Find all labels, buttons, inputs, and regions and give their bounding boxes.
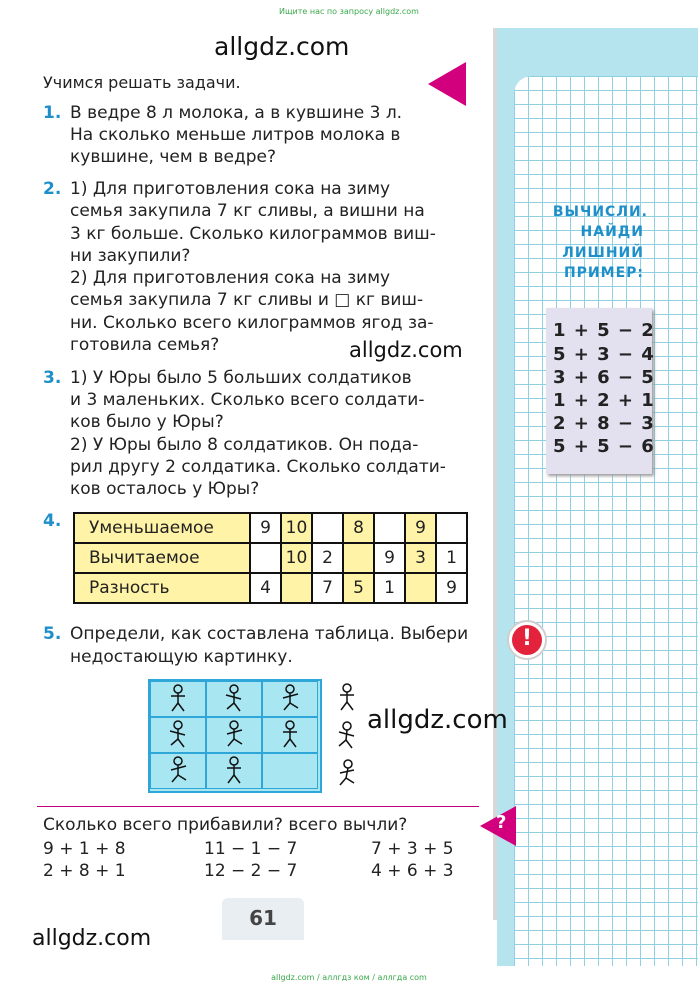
side-title: ВЫЧИСЛИ.: [552, 204, 648, 220]
table-cell: 10: [281, 513, 312, 543]
expression: 7 + 3 + 5: [371, 839, 454, 859]
table-cell: 4: [250, 573, 281, 603]
question-icon-glyph: ?: [496, 812, 507, 833]
answer-options: [336, 682, 358, 792]
task-text: семья закупила 7 кг сливы и □ кг виш-: [70, 290, 424, 310]
figure-cell: [206, 681, 262, 717]
stick-figure-icon: [222, 719, 246, 751]
table-cell: 8: [343, 513, 374, 543]
page-edge: [493, 28, 497, 920]
stick-figure-icon: [222, 683, 246, 715]
table-cell: [312, 513, 343, 543]
expression: 4 + 6 + 3: [371, 861, 454, 881]
example: 3 + 6 − 5: [553, 367, 655, 388]
table-cell: 7: [312, 573, 343, 603]
side-title: НАЙДИ: [580, 224, 644, 240]
table-cell: 1: [374, 573, 405, 603]
table-row: [74, 513, 467, 543]
section-title: Учимся решать задачи.: [43, 73, 241, 92]
table-row: [74, 573, 467, 603]
figure-cell: [206, 753, 262, 789]
task-text: 3 кг больше. Сколько килограммов виш-: [70, 224, 436, 244]
task-text: На сколько меньше литров молока в: [70, 125, 401, 145]
stick-figure-option-icon[interactable]: [340, 760, 354, 785]
watermark: allgdz.com: [349, 338, 463, 362]
table-cell: [343, 543, 374, 573]
example: 1 + 5 − 2: [553, 320, 655, 341]
footer: allgdz.com / аллгдз ком / аллгда com: [271, 973, 427, 982]
expression: 12 − 2 − 7: [204, 861, 298, 881]
table-cell: [250, 543, 281, 573]
task-text: ков было у Юры?: [70, 412, 224, 432]
section-marker-icon: [428, 62, 468, 106]
figure-cell: [262, 717, 318, 753]
subtraction-table: [73, 512, 468, 604]
table-cell: 5: [343, 573, 374, 603]
table-cell: [436, 513, 467, 543]
figure-cell: [206, 717, 262, 753]
expression: 9 + 1 + 8: [43, 839, 126, 859]
stick-figure-icon: [166, 719, 190, 751]
table-cell: 3: [405, 543, 436, 573]
stick-figure-option-icon[interactable]: [340, 684, 354, 710]
side-title: ПРИМЕР:: [563, 265, 644, 281]
question-text: Сколько всего прибавили? всего вычли?: [43, 815, 408, 835]
stick-figure-icon: [166, 755, 190, 787]
task-text: 1) Для приготовления сока на зиму: [70, 179, 391, 199]
task-text: и 3 маленьких. Сколько всего солдати-: [70, 390, 425, 410]
divider: [37, 806, 479, 807]
missing-figure-cell: [262, 753, 318, 789]
task-text: кувшине, чем в ведре?: [70, 147, 276, 167]
stick-figure-icon: [278, 683, 302, 715]
row-label: Уменьшаемое: [74, 513, 250, 543]
table-cell: 1: [436, 543, 467, 573]
table-cell: 2: [312, 543, 343, 573]
task-text: ни закупили?: [70, 246, 191, 266]
table-cell: [374, 513, 405, 543]
table-cell: 9: [405, 513, 436, 543]
stick-figure-icon: [166, 683, 190, 715]
example: 5 + 5 − 6: [553, 436, 655, 457]
table-cell: [281, 573, 312, 603]
task-text: 2) У Юры было 8 солдатиков. Он пода-: [70, 435, 419, 455]
task-text: Определи, как составлена таблица. Выбери: [70, 624, 469, 644]
task-number: 2.: [43, 179, 62, 199]
example: 2 + 8 − 3: [553, 413, 655, 434]
task-text: семья закупила 7 кг сливы, а вишни на: [70, 201, 425, 221]
task-text: 2) Для приготовления сока на зиму: [70, 268, 391, 288]
page-number: 61: [249, 906, 277, 930]
task-text: 1) У Юры было 5 больших солдатиков: [70, 368, 412, 388]
task-number: 3.: [43, 368, 62, 388]
watermark: allgdz.com: [214, 32, 350, 61]
table-row: [74, 543, 467, 573]
row-label: Разность: [74, 573, 250, 603]
figure-cell: [262, 681, 318, 717]
example: 1 + 2 + 1: [553, 390, 655, 411]
stick-figure-icon: [222, 755, 246, 787]
stick-figure-icon: [278, 719, 302, 751]
stick-figure-option-icon[interactable]: [339, 722, 354, 748]
row-label: Вычитаемое: [74, 543, 250, 573]
table-cell: 9: [436, 573, 467, 603]
table-cell: 10: [281, 543, 312, 573]
table-cell: 9: [250, 513, 281, 543]
task-number: 4.: [43, 511, 62, 531]
task-text: недостающую картинку.: [70, 647, 293, 667]
expression: 2 + 8 + 1: [43, 861, 126, 881]
task-text: ков осталось у Юры?: [70, 479, 260, 499]
task-number: 1.: [43, 103, 62, 123]
expression: 11 − 1 − 7: [204, 839, 298, 859]
side-title: ЛИШНИЙ: [562, 245, 644, 261]
task-text: рил другу 2 солдатика. Сколько солдати-: [70, 457, 446, 477]
example: 5 + 3 − 4: [553, 344, 655, 365]
figure-cell: [150, 717, 206, 753]
alert-icon-glyph: !: [521, 626, 533, 651]
task-text: ни. Сколько всего килограммов ягод за-: [70, 313, 434, 333]
watermark: allgdz.com: [32, 926, 152, 951]
figure-cell: [150, 681, 206, 717]
task-text: В ведре 8 л молока, а в кувшине 3 л.: [70, 103, 403, 123]
top-note: Ищите нас по запросу allgdz.com: [279, 7, 419, 16]
task-text: готовила семья?: [70, 335, 220, 355]
watermark: allgdz.com: [367, 705, 508, 735]
table-cell: 9: [374, 543, 405, 573]
task-number: 5.: [43, 624, 62, 644]
table-cell: [405, 573, 436, 603]
figure-cell: [150, 753, 206, 789]
